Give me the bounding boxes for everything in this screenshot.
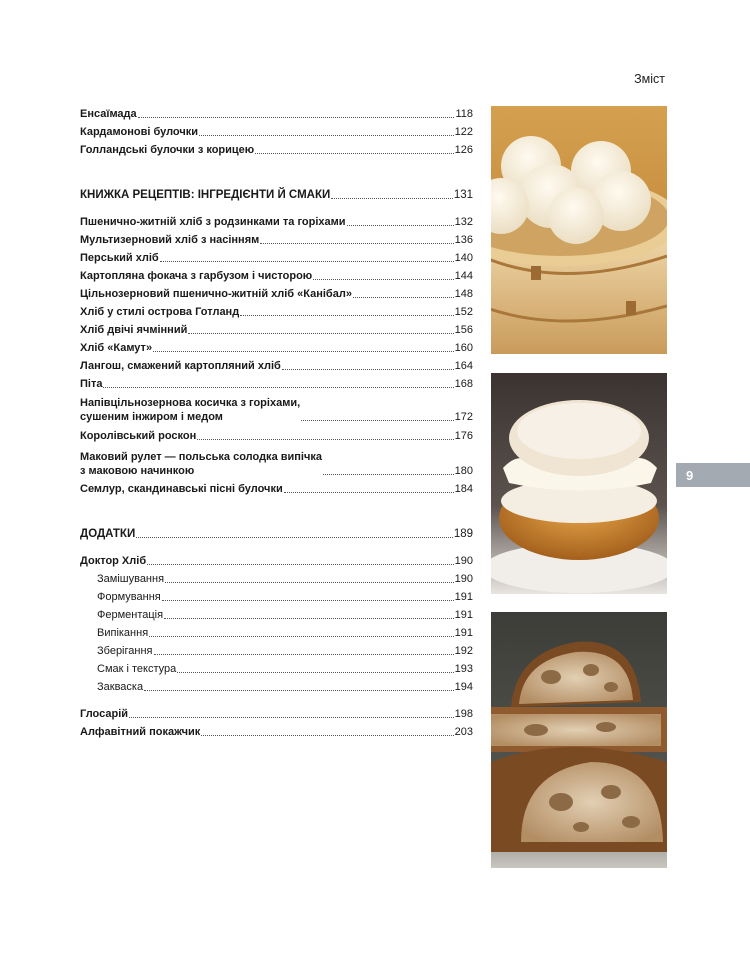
toc-leader: [313, 279, 453, 280]
toc-entry-title: Картопляна фокача з гарбузом і чисторою: [80, 270, 313, 282]
toc-entry-title: Формування: [97, 591, 161, 603]
toc-leader: [103, 387, 453, 388]
toc-leader: [201, 735, 453, 736]
toc-entry-title: Випікання: [97, 627, 149, 639]
toc-entry-page: 148: [454, 288, 473, 300]
toc-entry-title: [80, 396, 300, 424]
toc-entry-page: 126: [454, 144, 473, 156]
toc-entry-title: Семлур, скандинавські пісні булочки: [80, 483, 283, 495]
toc-entry[interactable]: [80, 394, 473, 424]
toc-entry[interactable]: [80, 106, 473, 121]
toc-subentry[interactable]: [97, 625, 473, 640]
toc-leader: [154, 654, 454, 655]
toc-entry[interactable]: [80, 340, 473, 355]
toc-leader: [165, 582, 454, 583]
toc-entry-title: Енсаїмада: [80, 108, 137, 120]
toc-leader: [129, 717, 454, 718]
toc-leader: [138, 117, 455, 118]
toc-entry[interactable]: [80, 481, 473, 496]
toc-leader: [147, 564, 454, 565]
toc-entry[interactable]: [80, 142, 473, 157]
toc-leader: [284, 492, 454, 493]
toc-entry-title: Перський хліб: [80, 252, 159, 264]
toc-leader: [153, 351, 454, 352]
sourdough-bread-photo: [491, 612, 667, 868]
toc-leader: [160, 261, 454, 262]
toc-entry-title: [80, 450, 322, 478]
toc-entry-title: Алфавітний покажчик: [80, 726, 201, 738]
toc-entry-page: 203: [454, 726, 473, 738]
toc-entry-page: 190: [454, 555, 473, 567]
toc-leader: [282, 369, 454, 370]
toc-entry-page: 156: [454, 324, 473, 336]
toc-entry-title: Хліб «Камут»: [80, 342, 153, 354]
toc-entry-title-line1: Напівцільнозернова косичка з горіхами,: [80, 397, 301, 409]
page-number: 9: [686, 467, 694, 483]
toc-entry[interactable]: [80, 124, 473, 139]
toc-entry-page: 168: [454, 378, 473, 390]
toc-subentry[interactable]: [97, 661, 473, 676]
toc-entry-title: Замішування: [97, 573, 165, 585]
toc-leader: [323, 474, 454, 475]
toc-entry-page: 190: [454, 573, 473, 585]
steamed-buns-photo: [491, 106, 667, 354]
toc-subentry[interactable]: [97, 589, 473, 604]
toc-leader: [255, 153, 453, 154]
toc-entry-page: 152: [454, 306, 473, 318]
toc-entry-page: 191: [454, 591, 473, 603]
toc-entry[interactable]: [80, 286, 473, 301]
toc-entry-page: 131: [453, 189, 473, 201]
toc-entry[interactable]: [80, 232, 473, 247]
toc-section[interactable]: [80, 187, 473, 202]
toc-subentry[interactable]: [97, 571, 473, 586]
toc-entry-title: Голландські булочки з корицею: [80, 144, 255, 156]
toc-entry-title-line1: Маковий рулет — польська солодка випічка: [80, 451, 322, 463]
page-number-tab: [676, 463, 750, 487]
toc-entry-title: Глосарій: [80, 708, 129, 720]
toc-subentry[interactable]: [97, 643, 473, 658]
toc-entry-page: 193: [454, 663, 473, 675]
toc-entry-title-line2: сушеним інжиром і медом: [80, 411, 223, 423]
toc-entry-title: Ферментація: [97, 609, 164, 621]
toc-entry-page: 176: [454, 430, 473, 442]
toc-entry-page: 191: [454, 627, 473, 639]
toc-entry-title: Пшенично-житній хліб з родзинками та горіхами: [80, 216, 346, 228]
toc-section-title: ДОДАТКИ: [80, 528, 136, 540]
toc-entry-page: 198: [454, 708, 473, 720]
toc-section[interactable]: [80, 526, 473, 541]
toc-entry-title: Хліб двічі ячмінний: [80, 324, 188, 336]
toc-entry-page: 189: [453, 528, 473, 540]
toc-entry-page: 132: [454, 216, 473, 228]
toc-leader: [240, 315, 453, 316]
toc-leader: [177, 672, 453, 673]
toc-entry-page: 118: [455, 108, 473, 120]
toc-entry-title-line2: з маковою начинкою: [80, 465, 195, 477]
toc-leader: [162, 600, 454, 601]
toc-leader: [347, 225, 454, 226]
toc-entry-page: 140: [454, 252, 473, 264]
toc-entry[interactable]: [80, 448, 473, 478]
toc-entry[interactable]: [80, 428, 473, 443]
toc-entry-page: 164: [454, 360, 473, 372]
toc-subentry[interactable]: [97, 679, 473, 694]
toc-entry[interactable]: [80, 358, 473, 373]
toc-entry-page: 122: [454, 126, 473, 138]
toc-leader: [353, 297, 454, 298]
toc-leader: [199, 135, 454, 136]
toc-entry-title: Цільнозерновий пшенично-житній хліб «Канібал»: [80, 288, 352, 300]
toc-entry-page: 184: [454, 483, 473, 495]
toc-entry-page: 191: [454, 609, 473, 621]
toc-entry[interactable]: [80, 250, 473, 265]
toc-leader: [331, 198, 453, 199]
toc-leader: [164, 618, 454, 619]
toc-leader: [136, 537, 453, 538]
toc-entry-title: Королівський роскон: [80, 430, 197, 442]
toc-entry-title: Лангош, смажений картопляний хліб: [80, 360, 281, 372]
toc-leader: [188, 333, 453, 334]
toc-entry[interactable]: [80, 268, 473, 283]
toc-entry[interactable]: [80, 304, 473, 319]
toc-entry-title: Мультизерновий хліб з насінням: [80, 234, 260, 246]
toc-leader: [149, 636, 453, 637]
toc-entry-page: 180: [454, 465, 473, 477]
toc-entry-title: Смак і текстура: [97, 663, 177, 675]
toc-entry[interactable]: [80, 322, 473, 337]
running-head: Зміст: [634, 72, 665, 86]
toc-entry-title: Кардамонові булочки: [80, 126, 199, 138]
toc-leader: [301, 420, 453, 421]
toc-leader: [197, 439, 453, 440]
toc-leader: [260, 243, 453, 244]
toc-leader: [144, 690, 454, 691]
toc-entry[interactable]: [80, 376, 473, 391]
toc-entry-title: Закваска: [97, 681, 144, 693]
toc-entry-page: 136: [454, 234, 473, 246]
toc-section-title: КНИЖКА РЕЦЕПТІВ: ІНГРЕДІЄНТИ Й СМАКИ: [80, 189, 331, 201]
toc-entry-page: 144: [454, 270, 473, 282]
toc-entry-page: 160: [454, 342, 473, 354]
toc-entry-title: Піта: [80, 378, 103, 390]
toc-subentry[interactable]: [97, 607, 473, 622]
toc-entry-title: Доктор Хліб: [80, 555, 147, 567]
toc-entry-title: Хліб у стилі острова Готланд: [80, 306, 240, 318]
toc-entry[interactable]: [80, 724, 473, 739]
toc-entry[interactable]: [80, 214, 473, 229]
toc-entry[interactable]: [80, 706, 473, 721]
toc-entry-page: 192: [454, 645, 473, 657]
semla-bun-photo: [491, 373, 667, 594]
toc-entry[interactable]: [80, 553, 473, 568]
toc-entry-page: 194: [454, 681, 473, 693]
toc-entry-title: Зберігання: [97, 645, 153, 657]
toc-entry-page: 172: [454, 411, 473, 423]
